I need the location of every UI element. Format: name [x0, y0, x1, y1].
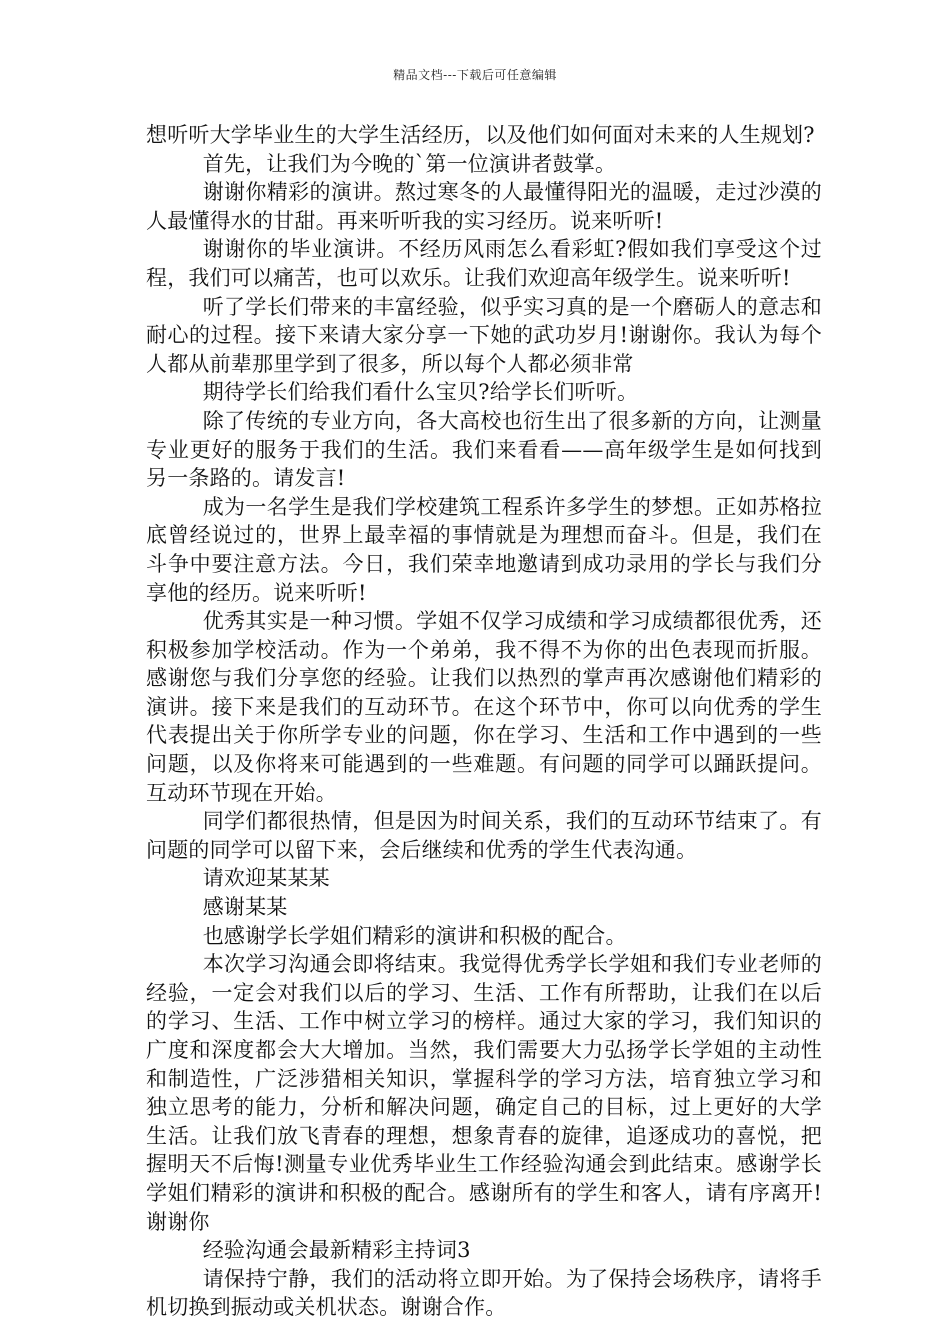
paragraph: 感谢某某 [202, 895, 288, 920]
paragraph: 谢谢你的毕业演讲。不经历风雨怎么看彩虹?假如我们享受这个过程，我们可以痛苦，也可以欢乐。让我们欢迎高年级学生。说来听听! [146, 237, 822, 290]
paragraph: 本次学习沟通会即将结束。我觉得优秀学长学姐和我们专业老师的经验，一定会对我们以后的学习、生活、工作有所帮助，让我们在以后的学习、生活、工作中树立学习的榜样。通过大家的学习，我们知识的广度和深度都会大大增加。当然，我们需要大力弘扬学长学姐的主动性和制造性，广泛涉猎相关知识，掌握科学的学习方法，培育独立学习和独立思考的能力，分析和解决问题，确定自己的目标，过上更好的大学生活。让我们放飞青春的理想，想象青春的旋律，追逐成功的喜悦，把握明天不后悔!测量专业优秀毕业生工作经验沟通会到此结束。感谢学长学姐们精彩的演讲和积极的配合。感谢所有的学生和客人，请有序离开!谢谢你 [146, 952, 822, 1234]
document-body [146, 121, 822, 1322]
page-header: 精品文档---下载后可任意编辑 [393, 68, 557, 82]
paragraph: 优秀其实是一种习惯。学姐不仅学习成绩和学习成绩都很优秀，还积极参加学校活动。作为一个弟弟，我不得不为你的出色表现而折服。感谢您与我们分享您的经验。让我们以热烈的掌声再次感谢他们精彩的演讲。接下来是我们的互动环节。在这个环节中，你可以向优秀的学生代表提出关于你所学专业的问题，你在学习、生活和工作中遇到的一些问题，以及你将来可能遇到的一些难题。有问题的同学可以踊跃提问。互动环节现在开始。 [146, 609, 822, 805]
paragraph: 首先，让我们为今晚的`第一位演讲者鼓掌。 [202, 151, 617, 176]
paragraph: 想听听大学毕业生的大学生活经历，以及他们如何面对未来的人生规划? [146, 123, 815, 147]
paragraph: 也感谢学长学姐们精彩的演讲和积极的配合。 [202, 923, 627, 948]
paragraph: 除了传统的专业方向，各大高校也衍生出了很多新的方向，让测量专业更好的服务于我们的生活。我们来看看——高年级学生是如何找到另一条路的。请发言! [146, 408, 822, 491]
paragraph: 听了学长们带来的丰富经验，似乎实习真的是一个磨砺人的意志和耐心的过程。接下来请大家分享一下她的武功岁月!谢谢你。我认为每个人都从前辈那里学到了很多，所以每个人都必须非常 [146, 294, 822, 376]
paragraph: 期待学长们给我们看什么宝贝?给学长们听听。 [202, 380, 639, 405]
paragraph: 同学们都很热情，但是因为时间关系，我们的互动环节结束了。有问题的同学可以留下来，会后继续和优秀的学生代表沟通。 [146, 809, 822, 862]
paragraph: 成为一名学生是我们学校建筑工程系许多学生的梦想。正如苏格拉底曾经说过的，世界上最幸福的事情就是为理想而奋斗。但是，我们在斗争中要注意方法。今日，我们荣幸地邀请到成功录用的学长与我们分享他的经历。说来听听! [146, 494, 822, 605]
paragraph: 请欢迎某某某 [202, 866, 330, 891]
paragraph: 请保持宁静，我们的活动将立即开始。为了保持会场秩序，请将手机切换到振动或关机状态。谢谢合作。 [146, 1266, 822, 1320]
paragraph: 谢谢你精彩的演讲。熬过寒冬的人最懂得阳光的温暖，走过沙漠的人最懂得水的甘甜。再来听听我的实习经历。说来听听! [146, 180, 822, 233]
section-heading: 经验沟通会最新精彩主持词3 [202, 1238, 471, 1263]
